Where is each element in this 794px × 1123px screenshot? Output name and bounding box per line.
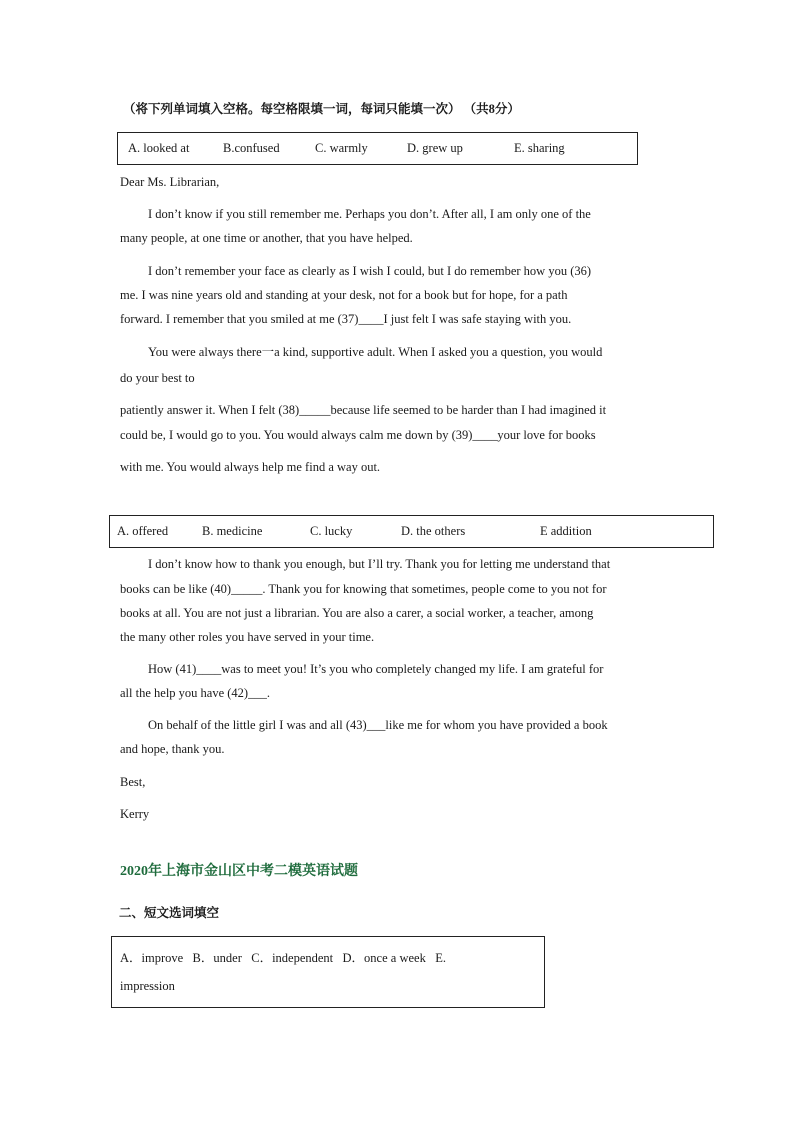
word-box-line-2: impression [120, 979, 175, 993]
closing: Best, [120, 775, 146, 789]
salutation: Dear Ms. Librarian, [120, 175, 220, 189]
instruction-text: （将下列单词填入空格。每空格限填一词，每词只能填一次） （共8分） [123, 102, 520, 116]
exam-title: 2020年上海市金山区中考二模英语试题 [120, 864, 358, 879]
option-b: B.confused [223, 141, 280, 155]
option-c: C. lucky [310, 524, 353, 538]
paragraph-line: books at all. You are not just a librarian. You are also a carer, a social worker, a teacher, among [120, 606, 594, 620]
paragraph-line: I don’t remember your face as clearly as I wish I could, but I do remember how you (36) [148, 264, 592, 278]
paragraph-line: all the help you have (42)___. [120, 686, 270, 700]
paragraph-line: me. I was nine years old and standing at your desk, not for a book but for hope, for a path [120, 288, 568, 302]
signature: Kerry [120, 807, 150, 821]
option-e: E. sharing [514, 141, 565, 155]
option-e: E addition [540, 524, 592, 538]
word-box-1 [117, 132, 638, 165]
paragraph-line: the many other roles you have served in your time. [120, 630, 375, 644]
option-a: A. looked at [128, 141, 190, 155]
paragraph-line: with me. You would always help me find a way out. [120, 460, 381, 474]
paragraph-line: could be, I would go to you. You would always calm me down by (39)____your love for books [120, 428, 596, 442]
paragraph-line: forward. I remember that you smiled at me (37)____I just felt I was safe staying with you. [120, 312, 572, 326]
paragraph-line: I don’t know if you still remember me. Perhaps you don’t. After all, I am only one of the [148, 207, 591, 221]
paragraph-line: How (41)____was to meet you! It’s you who completely changed my life. I am grateful for [148, 662, 604, 676]
option-b: B. medicine [202, 524, 263, 538]
paragraph-line: books can be like (40)_____. Thank you for knowing that sometimes, people come to you not for [120, 582, 607, 596]
option-a: A. offered [117, 524, 169, 538]
option-d: D. grew up [407, 141, 463, 155]
paragraph-line: and hope, thank you. [120, 742, 225, 756]
paragraph-line: I don’t know how to thank you enough, but I’ll try. Thank you for letting me understand that [148, 557, 611, 571]
paragraph-line: patiently answer it. When I felt (38)_____because life seemed to be harder than I had imagined it [120, 403, 607, 417]
option-c: C. warmly [315, 141, 368, 155]
word-box-line-1: A．improve B．under C．independent D．once a week E. [120, 951, 446, 965]
word-box-3 [111, 936, 545, 1008]
paragraph-line: On behalf of the little girl I was and all (43)___like me for whom you have provided a book [148, 718, 608, 732]
word-box-2 [109, 515, 714, 548]
paragraph-line: You were always there一a kind, supportive adult. When I asked you a question, you would [148, 345, 603, 359]
paragraph-line: do your best to [120, 371, 195, 385]
option-d: D. the others [401, 524, 466, 538]
section-heading: 二、短文选词填空 [119, 906, 220, 920]
paragraph-line: many people, at one time or another, that you have helped. [120, 231, 413, 245]
